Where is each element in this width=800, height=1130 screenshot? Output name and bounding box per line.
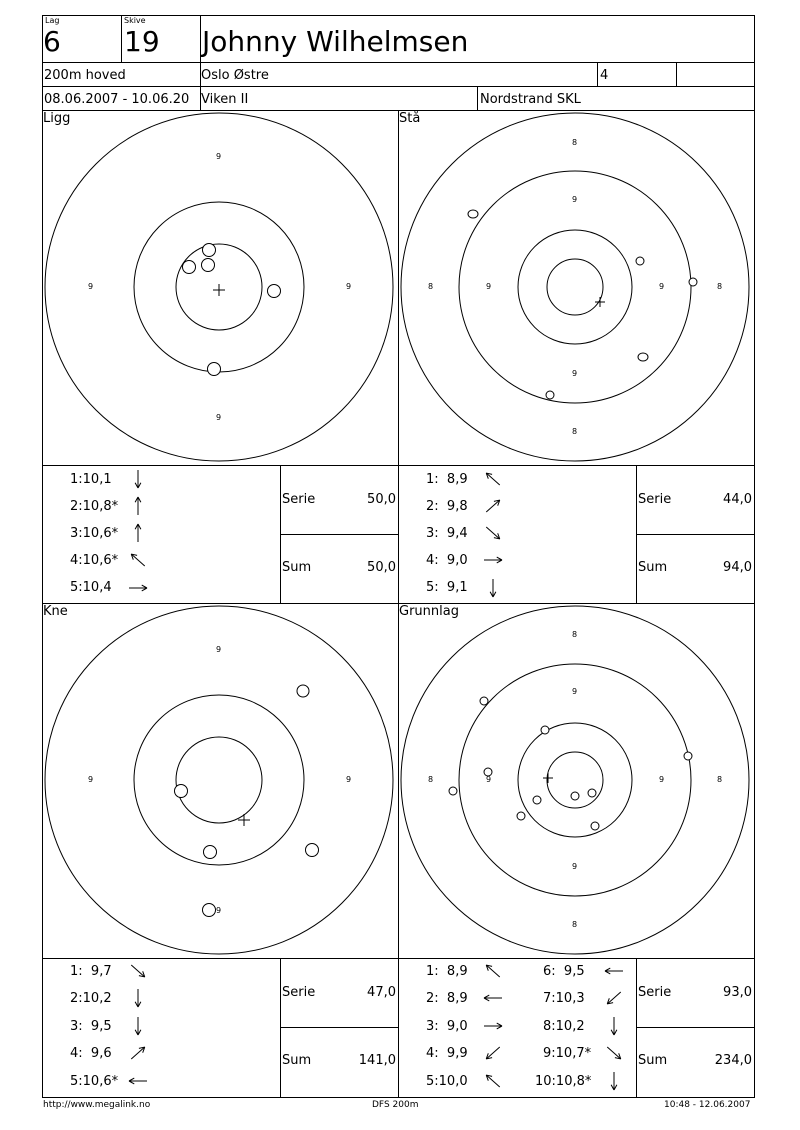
serie-value: 93,0 bbox=[723, 985, 752, 1000]
serie-label: Serie bbox=[282, 985, 316, 1000]
direction-arrow bbox=[486, 1047, 500, 1059]
ring-label: 8 bbox=[572, 427, 578, 436]
ring-label: 8 bbox=[572, 920, 578, 929]
direction-arrow bbox=[131, 554, 145, 566]
direction-arrow bbox=[607, 1047, 621, 1059]
target-kne bbox=[45, 606, 393, 954]
sum-label: Sum bbox=[282, 560, 312, 575]
ring-label: 9 bbox=[88, 282, 94, 291]
sum-label: Sum bbox=[638, 1053, 668, 1068]
footer-center: DFS 200m bbox=[372, 1100, 419, 1110]
ring-label: 9 bbox=[572, 369, 578, 378]
shot-row: 2: 9,8 bbox=[426, 499, 468, 514]
section-title-sta: Stå bbox=[399, 111, 421, 126]
ring-label: 9 bbox=[659, 775, 665, 784]
sum-value: 94,0 bbox=[723, 560, 752, 575]
direction-arrow bbox=[486, 500, 500, 512]
ring-label: 9 bbox=[659, 282, 665, 291]
shot-row: 3:10,6* bbox=[70, 526, 119, 541]
direction-arrow bbox=[131, 1047, 145, 1059]
ring-label: 9 bbox=[216, 152, 222, 161]
organizer-label: Nordstrand SKL bbox=[480, 92, 581, 107]
shooter-name: Johnny Wilhelmsen bbox=[202, 25, 469, 58]
lag-label: Lag bbox=[45, 16, 60, 25]
ring-label: 9 bbox=[216, 645, 222, 654]
skive-label: Skive bbox=[124, 16, 146, 25]
shot-row: 3: 9,4 bbox=[426, 526, 468, 541]
shot-row: 2:10,8* bbox=[70, 499, 119, 514]
ring-label: 9 bbox=[88, 775, 94, 784]
lag-value: 6 bbox=[43, 25, 61, 58]
direction-arrow bbox=[486, 473, 500, 485]
ring-label: 8 bbox=[572, 630, 578, 639]
shot-row: 8:10,2 bbox=[543, 1019, 585, 1034]
direction-arrow bbox=[486, 1075, 500, 1087]
sum-value: 50,0 bbox=[367, 560, 396, 575]
section-title-grunnlag: Grunnlag bbox=[399, 604, 459, 619]
shot-row: 4: 9,0 bbox=[426, 553, 468, 568]
date-range: 08.06.2007 - 10.06.20 bbox=[44, 92, 190, 107]
target-sta bbox=[401, 113, 749, 461]
direction-arrow bbox=[486, 965, 500, 977]
ring-label: 9 bbox=[486, 775, 492, 784]
shot-row: 4:10,6* bbox=[70, 553, 119, 568]
ring-label: 9 bbox=[346, 775, 352, 784]
ring-label: 9 bbox=[572, 687, 578, 696]
shot-row: 3: 9,5 bbox=[70, 1019, 112, 1034]
footer-url: http://www.megalink.no bbox=[43, 1100, 151, 1110]
serie-label: Serie bbox=[638, 985, 672, 1000]
ring-label: 9 bbox=[216, 906, 222, 915]
ring-label: 9 bbox=[572, 195, 578, 204]
ring-label: 9 bbox=[572, 862, 578, 871]
club-label: Oslo Østre bbox=[201, 68, 269, 83]
ring-label: 8 bbox=[428, 282, 434, 291]
direction-arrow bbox=[486, 527, 500, 539]
number-label: 4 bbox=[600, 68, 609, 83]
shot-row: 1: 8,9 bbox=[426, 472, 468, 487]
shot-row: 4: 9,6 bbox=[70, 1046, 112, 1061]
sum-value: 234,0 bbox=[714, 1053, 752, 1068]
serie-label: Serie bbox=[638, 492, 672, 507]
footer-timestamp: 10:48 - 12.06.2007 bbox=[664, 1100, 751, 1110]
shot-row: 5:10,6* bbox=[70, 1074, 119, 1089]
ring-label: 8 bbox=[428, 775, 434, 784]
sum-value: 141,0 bbox=[358, 1053, 396, 1068]
sum-label: Sum bbox=[638, 560, 668, 575]
ring-label: 9 bbox=[346, 282, 352, 291]
serie-value: 47,0 bbox=[367, 985, 396, 1000]
skive-value: 19 bbox=[124, 25, 160, 58]
ring-label: 9 bbox=[216, 413, 222, 422]
shot-row: 2: 8,9 bbox=[426, 991, 468, 1006]
section-title-kne: Kne bbox=[43, 604, 68, 619]
shot-row: 1: 9,7 bbox=[70, 964, 112, 979]
shot-row: 5:10,4 bbox=[70, 580, 112, 595]
shot-row: 10:10,8* bbox=[535, 1074, 592, 1089]
sum-label: Sum bbox=[282, 1053, 312, 1068]
serie-label: Serie bbox=[282, 492, 316, 507]
shot-row: 1:10,1 bbox=[70, 472, 112, 487]
class-label: 200m hoved bbox=[44, 68, 126, 83]
section-title-ligg: Ligg bbox=[43, 111, 71, 126]
shot-row: 9:10,7* bbox=[543, 1046, 592, 1061]
ring-label: 9 bbox=[486, 282, 492, 291]
shot-row: 1: 8,9 bbox=[426, 964, 468, 979]
shot-row: 4: 9,9 bbox=[426, 1046, 468, 1061]
ring-label: 8 bbox=[572, 138, 578, 147]
ring-label: 8 bbox=[717, 282, 723, 291]
shot-row: 5:10,0 bbox=[426, 1074, 468, 1089]
target-grunnlag bbox=[401, 606, 749, 954]
target-ligg bbox=[45, 113, 393, 461]
shot-row: 3: 9,0 bbox=[426, 1019, 468, 1034]
serie-value: 44,0 bbox=[723, 492, 752, 507]
shot-row: 7:10,3 bbox=[543, 991, 585, 1006]
shot-row: 2:10,2 bbox=[70, 991, 112, 1006]
shot-row: 6: 9,5 bbox=[543, 964, 585, 979]
serie-value: 50,0 bbox=[367, 492, 396, 507]
shot-row: 5: 9,1 bbox=[426, 580, 468, 595]
venue-label: Viken II bbox=[201, 92, 249, 107]
direction-arrow bbox=[131, 965, 145, 977]
direction-arrow bbox=[607, 992, 621, 1004]
ring-label: 8 bbox=[717, 775, 723, 784]
